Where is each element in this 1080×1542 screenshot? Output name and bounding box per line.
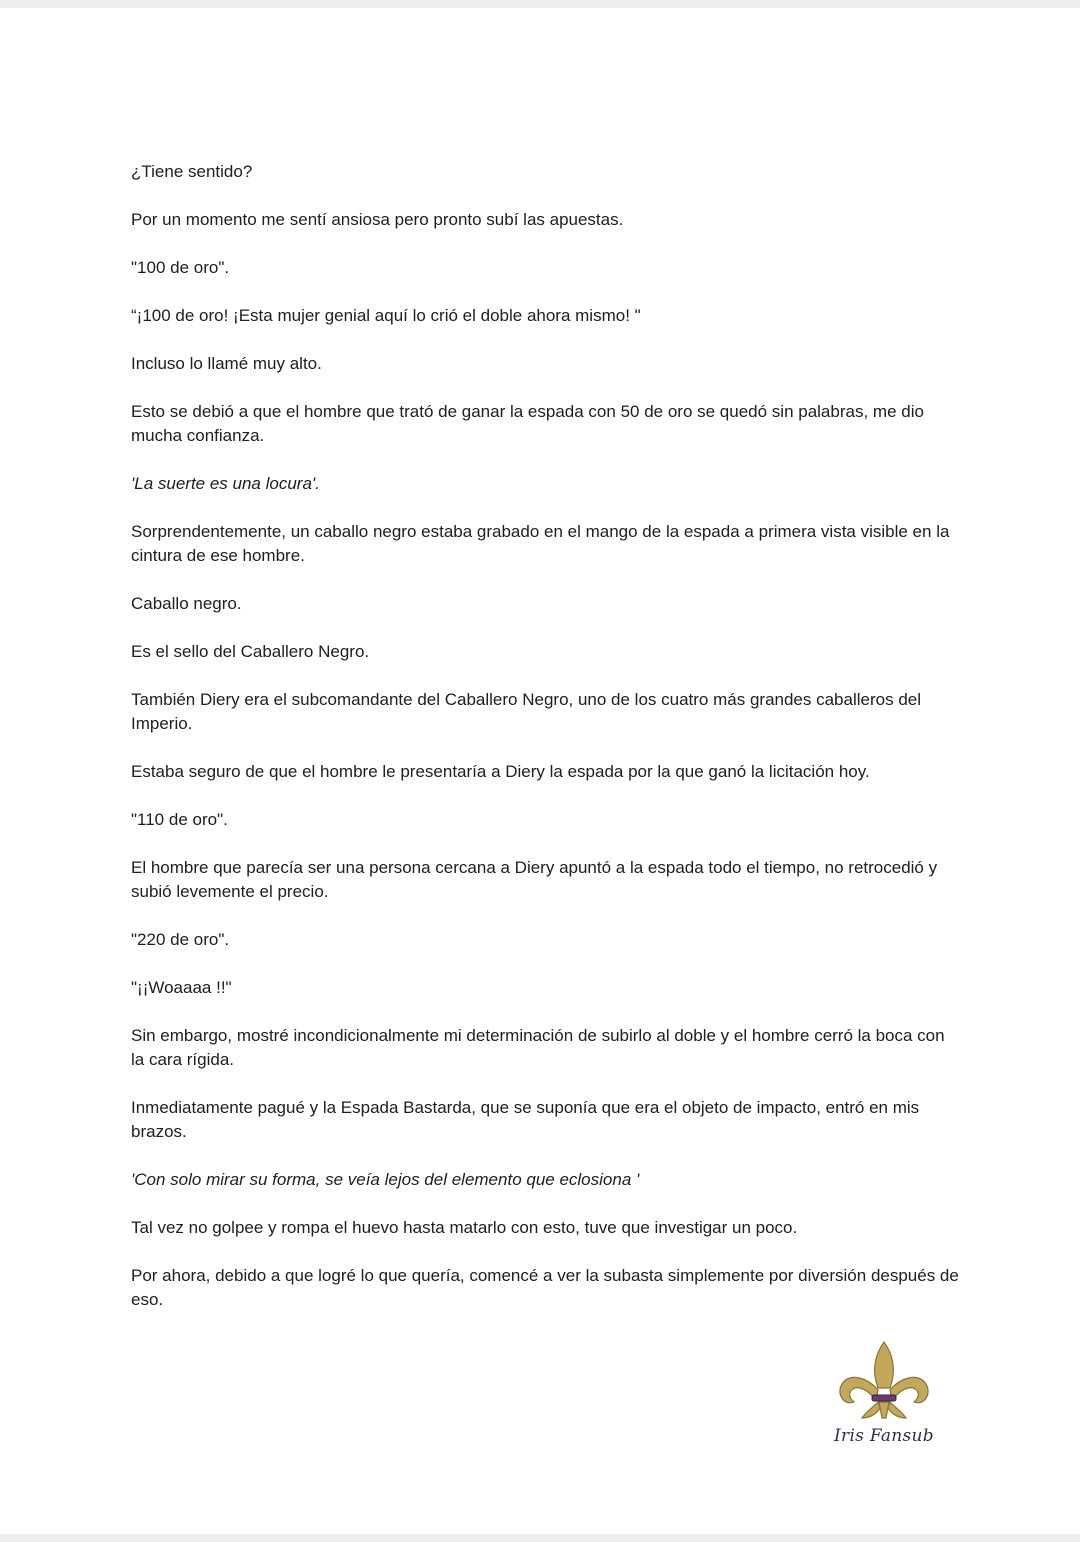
paragraph: Incluso lo llamé muy alto. (131, 354, 322, 373)
paragraph: Estaba seguro de que el hombre le presentaría a Diery la espada por la que ganó la licitación hoy. (131, 762, 870, 781)
paragraph: Por un momento me sentí ansiosa pero pronto subí las apuestas. (131, 210, 624, 229)
paragraph: ¿Tiene sentido? (131, 162, 253, 181)
paragraph: Esto se debió a que el hombre que trató de ganar la espada con 50 de oro se quedó sin palabras, me dio mucha confianza. (131, 402, 929, 445)
paragraph: Inmediatamente pagué y la Espada Bastarda, que se suponía que era el objeto de impacto, entró en mis brazos. (131, 1098, 924, 1141)
paragraph: "110 de oro". (131, 810, 228, 829)
paragraph-italic: 'Con solo mirar su forma, se veía lejos del elemento que eclosiona ' (131, 1170, 640, 1189)
iris-fansub-logo (832, 1338, 936, 1458)
paragraph: Sorprendentemente, un caballo negro estaba grabado en el mango de la espada a primera vista visible en la cintura de ese hombre. (131, 522, 955, 565)
paragraph: "220 de oro". (131, 930, 230, 949)
paragraph: Por ahora, debido a que logré lo que quería, comencé a ver la subasta simplemente por diversión después de eso. (131, 1266, 964, 1309)
paragraph-italic: 'La suerte es una locura'. (131, 474, 320, 493)
paragraph: También Diery era el subcomandante del Caballero Negro, uno de los cuatro más grandes caballeros del Imperio. (131, 690, 926, 733)
bottom-border (0, 1534, 1080, 1542)
document-body (131, 160, 964, 1336)
logo-text: Iris Fansub (834, 1426, 934, 1446)
paragraph: El hombre que parecía ser una persona cercana a Diery apuntó a la espada todo el tiempo, no retrocedió y subió levemente el precio. (131, 858, 942, 901)
paragraph: "100 de oro". (131, 258, 230, 277)
paragraph: Es el sello del Caballero Negro. (131, 642, 370, 661)
paragraph: Sin embargo, mostré incondicionalmente mi determinación de subirlo al doble y el hombre cerró la boca con la cara rígida. (131, 1026, 950, 1069)
paragraph: "¡¡Woaaaa !!" (131, 978, 232, 997)
paragraph: Caballo negro. (131, 594, 242, 613)
fleur-de-lis-icon (832, 1338, 936, 1422)
paragraph: Tal vez no golpee y rompa el huevo hasta matarlo con esto, tuve que investigar un poco. (131, 1218, 798, 1237)
paragraph: “¡100 de oro! ¡Esta mujer genial aquí lo crió el doble ahora mismo! " (131, 306, 641, 325)
top-border (0, 0, 1080, 8)
